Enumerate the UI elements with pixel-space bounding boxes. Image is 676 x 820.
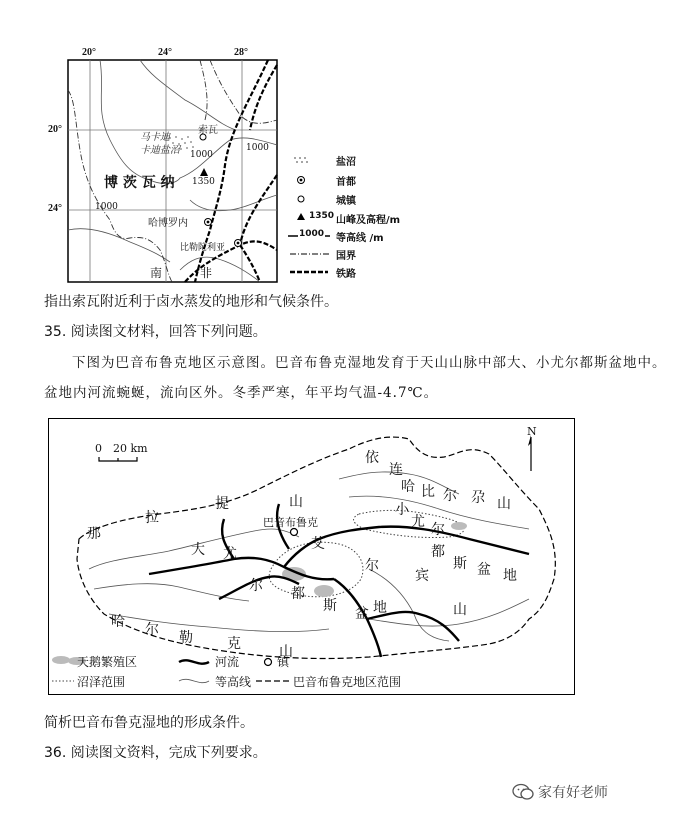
char-la: 拉 bbox=[145, 510, 159, 526]
char-le: 勒 bbox=[179, 630, 193, 646]
lat-label-24: 24° bbox=[48, 203, 62, 214]
char-lian: 连 bbox=[389, 462, 403, 478]
char-pen2: 盆 bbox=[355, 606, 369, 622]
q35-title: 35. 阅读图文材料，回答下列问题。 bbox=[44, 324, 267, 340]
q35-para-line2: 盆地内河流蜿蜒，流向区外。冬季严寒，年平均气温-4.7℃。 bbox=[44, 385, 439, 401]
char-ha2: 哈 bbox=[111, 614, 125, 630]
char-you: 尤 bbox=[411, 514, 425, 530]
south-africa-label-1: 南 bbox=[150, 266, 163, 280]
char-si: 斯 bbox=[453, 556, 467, 572]
char-er4: 尔 bbox=[365, 558, 379, 574]
north-label: N bbox=[527, 425, 537, 438]
lat-label-20: 20° bbox=[48, 124, 62, 135]
salt-marsh-label-2: 卡迪盐沼 bbox=[140, 145, 180, 156]
lon-label-20: 20° bbox=[82, 47, 96, 58]
char-xiao: 小 bbox=[395, 502, 409, 518]
legend1-peak: 山峰及高程/m bbox=[336, 215, 401, 226]
char-er2: 尔 bbox=[431, 522, 445, 538]
pretoria-label: 比勒陀利亚 bbox=[180, 243, 226, 253]
contour-label-3: 1000 bbox=[95, 202, 118, 212]
char-er5: 尔 bbox=[145, 622, 159, 638]
gaborone-label: 哈博罗内 bbox=[148, 218, 188, 229]
legend1-railway: 铁路 bbox=[336, 269, 356, 280]
char-ti: 提 bbox=[215, 496, 229, 512]
scale-20km: 20 km bbox=[113, 442, 148, 455]
lon-label-24: 24° bbox=[158, 47, 172, 58]
char-er: 尔 bbox=[443, 488, 457, 504]
legend1-town: 城镇 bbox=[336, 196, 356, 207]
legend1-contour-sample: 1000 bbox=[299, 229, 325, 239]
char-shan1: 山 bbox=[497, 496, 511, 512]
char-na: 那 bbox=[87, 526, 101, 542]
botswana-label: 博 茨 瓦 纳 bbox=[104, 175, 175, 191]
char-shan4: 山 bbox=[453, 602, 467, 618]
south-africa-label-2: 非 bbox=[200, 266, 213, 280]
char-ha: 哈 bbox=[401, 479, 415, 495]
town-label: 巴音布鲁克 bbox=[263, 516, 318, 529]
q36-title: 36. 阅读图文资料，完成下列要求。 bbox=[44, 745, 267, 761]
legend2-swan: 天鹅繁殖区 bbox=[77, 655, 138, 669]
peak-elevation: 1350 bbox=[192, 177, 215, 187]
char-you2: 尤 bbox=[223, 546, 237, 562]
char-er3: 尔 bbox=[249, 578, 263, 594]
legend1-salt-marsh: 盐沼 bbox=[336, 157, 356, 168]
sowa-label: 索瓦 bbox=[198, 125, 218, 136]
char-di: 地 bbox=[503, 568, 517, 584]
char-ai: 艾 bbox=[311, 536, 325, 552]
lon-label-28: 28° bbox=[234, 47, 248, 58]
char-ke: 克 bbox=[227, 636, 241, 652]
scale-0: 0 bbox=[95, 442, 102, 455]
watermark-text: 家有好老师 bbox=[538, 785, 608, 801]
char-bi: 比 bbox=[421, 484, 435, 500]
legend1-peak-sample: 1350 bbox=[309, 211, 335, 221]
char-da: 大 bbox=[191, 542, 205, 558]
q35-para-line1: 下图为巴音布鲁克地区示意图。巴音布鲁克湿地发育于天山山脉中部大、小尤尔都斯盆地中。 bbox=[72, 355, 667, 371]
char-bin: 宾 bbox=[415, 568, 429, 584]
char-pen: 盆 bbox=[477, 562, 491, 578]
legend1-contour: 等高线 /m bbox=[336, 233, 384, 244]
char-du2: 都 bbox=[291, 586, 305, 602]
salt-marsh-label-1: 马卡迪 bbox=[140, 132, 170, 143]
char-yi: 依 bbox=[365, 450, 379, 466]
legend2-region: 巴音布鲁克地区范围 bbox=[293, 675, 402, 689]
watermark bbox=[512, 782, 608, 802]
q34-tail: 指出索瓦附近利于卤水蒸发的地形和气候条件。 bbox=[44, 294, 338, 310]
legend2-town: 镇 bbox=[277, 655, 290, 669]
legend2-river: 河流 bbox=[215, 655, 240, 669]
legend1-capital: 首都 bbox=[336, 177, 356, 188]
map-botswana bbox=[0, 0, 676, 290]
char-si2: 斯 bbox=[323, 598, 337, 614]
wechat-icon bbox=[512, 783, 534, 801]
char-shan2: 山 bbox=[289, 494, 303, 510]
contour-label-1: 1000 bbox=[190, 150, 213, 160]
q35-question: 简析巴音布鲁克湿地的形成条件。 bbox=[44, 715, 254, 731]
char-di2: 地 bbox=[373, 600, 387, 616]
map-bayanbulak bbox=[48, 418, 575, 695]
legend1-border: 国界 bbox=[336, 251, 356, 262]
legend2-contour: 等高线 bbox=[215, 675, 252, 689]
char-shan3: 山 bbox=[279, 644, 293, 660]
char-ga: 尕 bbox=[471, 490, 485, 506]
char-du: 都 bbox=[431, 544, 445, 560]
legend2-marsh: 沼泽范围 bbox=[77, 675, 126, 689]
contour-label-2: 1000 bbox=[246, 143, 269, 153]
